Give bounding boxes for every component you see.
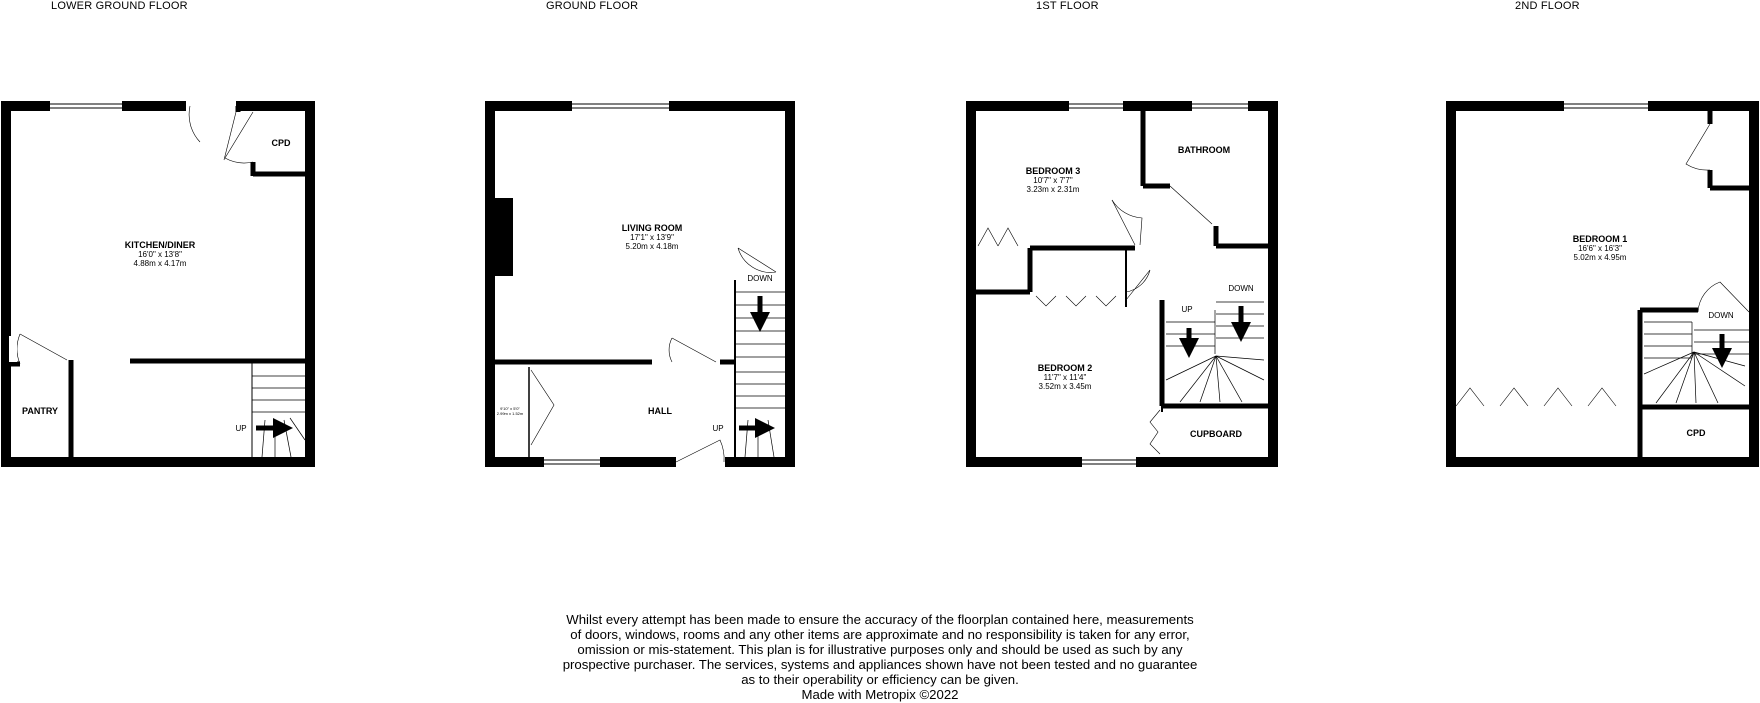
bedroom-1-imperial: 16'6" x 16'3": [1578, 244, 1622, 253]
bedroom-2-imperial: 11'7" x 11'4": [1043, 373, 1087, 382]
kitchen-diner-label: KITCHEN/DINER: [124, 240, 196, 250]
cpd-label-second: CPD: [1686, 428, 1706, 438]
floor-title-lower-ground: LOWER GROUND FLOOR: [51, 0, 188, 12]
bedroom-2-metric: 3.52m x 3.45m: [1038, 382, 1092, 391]
bedroom-3-label: BEDROOM 3: [1025, 166, 1081, 176]
disclaimer-line: of doors, windows, rooms and any other items are approximate and no responsibility is taken for any error,: [570, 627, 1190, 642]
hall-label: HALL: [648, 406, 672, 416]
pantry-label: PANTRY: [22, 406, 58, 416]
cupboard-label: CUPBOARD: [1189, 429, 1243, 439]
stairs-down-label-first: DOWN: [1228, 284, 1254, 293]
metropix-credit: Made with Metropix ©2022: [801, 687, 959, 702]
stairs-down-label-ground: DOWN: [747, 274, 773, 283]
under-stair-cupboard-metric: 2.99m x 1.52m: [496, 411, 524, 416]
bedroom-1-metric: 5.02m x 4.95m: [1573, 253, 1627, 262]
bedroom-3-imperial: 10'7" x 7'7": [1033, 176, 1073, 185]
disclaimer-line: Whilst every attempt has been made to ensure the accuracy of the floorplan contained here, measurements: [566, 612, 1194, 627]
floor-title-second: 2ND FLOOR: [1515, 0, 1580, 12]
second-floor-plan: [1451, 101, 1754, 462]
under-stair-cupboard-imperial: 9'10" x 5'0": [500, 406, 520, 411]
kitchen-diner-metric: 4.88m x 4.17m: [133, 259, 187, 268]
kitchen-diner-imperial: 16'0" x 13'8": [138, 250, 182, 259]
bedroom-3-metric: 3.23m x 2.31m: [1026, 185, 1080, 194]
bedroom-2-label: BEDROOM 2: [1037, 363, 1093, 373]
stairs-up-label-ground: UP: [712, 424, 724, 433]
disclaimer-line: as to their operability or efficiency can be given.: [741, 672, 1019, 687]
bedroom-1-label: BEDROOM 1: [1572, 234, 1628, 244]
cpd-label-lower: CPD: [271, 138, 291, 148]
living-room-metric: 5.20m x 4.18m: [625, 242, 679, 251]
ground-floor-plan: [490, 101, 790, 467]
disclaimer-line: omission or mis-statement. This plan is for illustrative purposes only and should be used as such by any: [577, 642, 1183, 657]
stairs-up-label-lower: UP: [235, 424, 247, 433]
floor-title-first: 1ST FLOOR: [1036, 0, 1099, 12]
disclaimer: [540, 612, 1220, 702]
stairs-down-label-second: DOWN: [1708, 311, 1734, 320]
bathroom-label: BATHROOM: [1177, 145, 1231, 155]
floor-title-ground: GROUND FLOOR: [546, 0, 639, 12]
disclaimer-line: prospective purchaser. The services, systems and appliances shown have not been tested and no guarantee: [562, 657, 1198, 672]
stairs-up-label-first: UP: [1181, 305, 1193, 314]
living-room-label: LIVING ROOM: [621, 223, 683, 233]
living-room-imperial: 17'1" x 13'9": [630, 233, 674, 242]
